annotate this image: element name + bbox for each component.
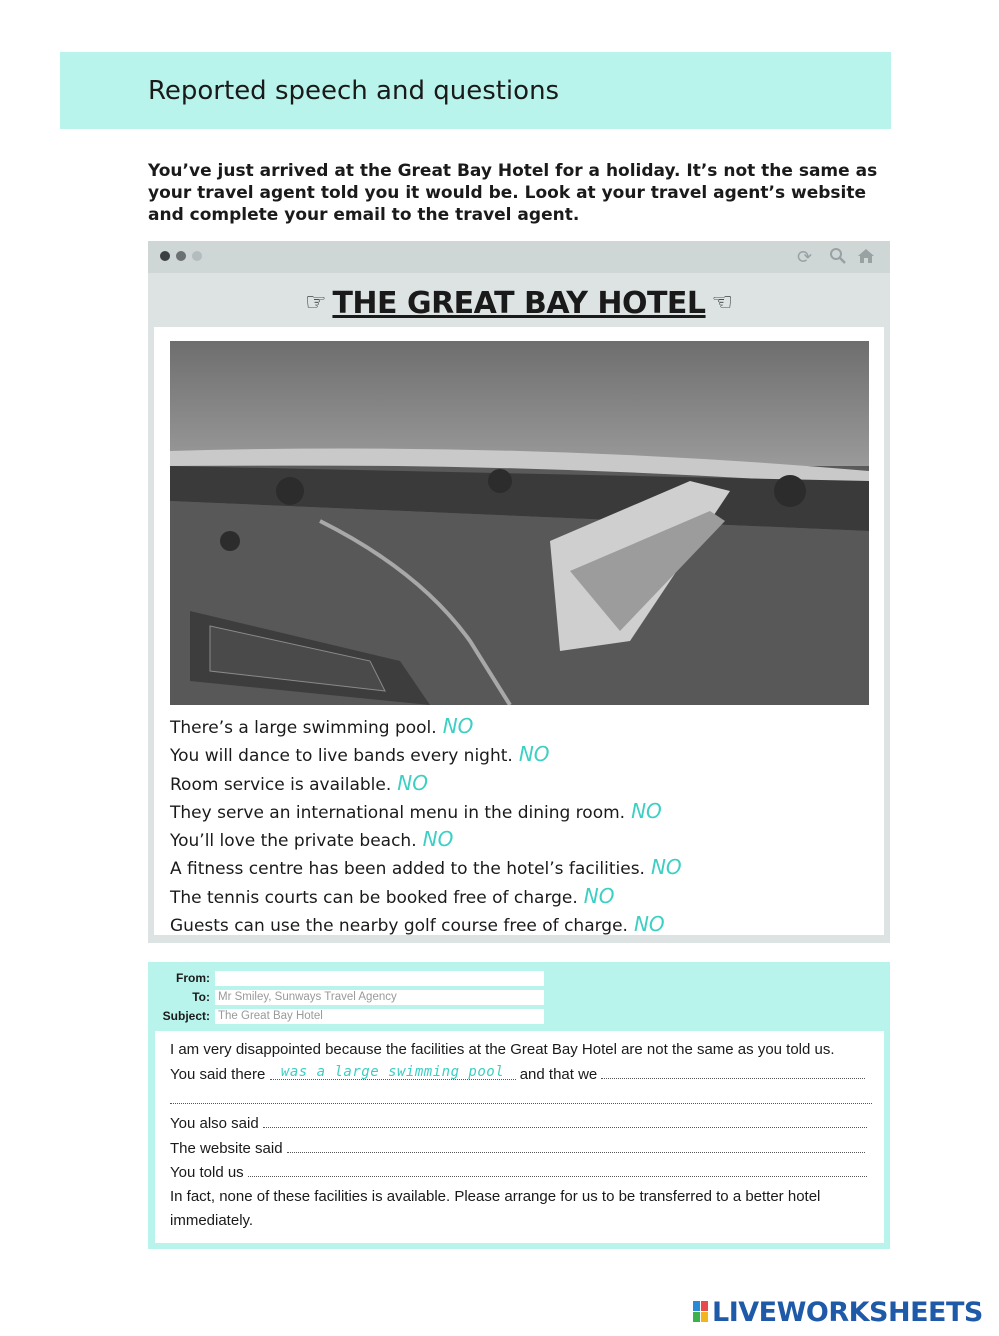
fact-item: The tennis courts can be booked free of charge. NO: [170, 883, 615, 908]
email-line: You said there was a large swimming pool and that we: [170, 1062, 865, 1088]
answer-blank[interactable]: [263, 1111, 867, 1128]
answer-blank[interactable]: [170, 1087, 872, 1104]
answer-blank[interactable]: [270, 1063, 516, 1080]
email-line: I am very disappointed because the facilities at the Great Bay Hotel are not the same as you told us.: [170, 1041, 835, 1058]
window-dot-icon: [160, 251, 170, 261]
hotel-aerial-photo: [170, 341, 869, 705]
facts-list: [170, 713, 682, 939]
fact-item: Room service is available. NO: [170, 770, 428, 795]
answer-input[interactable]: NO: [442, 714, 474, 738]
fact-item: You’ll love the private beach. NO: [170, 827, 454, 852]
to-field[interactable]: Mr Smiley, Sunways Travel Agency: [215, 990, 544, 1005]
email-form: [148, 962, 890, 1249]
header-band: [60, 52, 891, 129]
fact-item: Guests can use the nearby golf course free of charge. NO: [170, 912, 665, 937]
subject-label: Subject:: [162, 1009, 210, 1023]
email-line: In fact, none of these facilities is available. Please arrange for us to be transferred to a better hotel: [170, 1188, 821, 1205]
answer-input[interactable]: NO: [650, 855, 682, 880]
from-label: From:: [176, 971, 210, 985]
page-title: Reported speech and questions: [148, 76, 560, 106]
fact-item: You will dance to live bands every night. NO: [170, 742, 550, 767]
browser-content: [154, 327, 884, 935]
pointing-hand-right-icon: ☞: [304, 288, 327, 316]
answer-blank[interactable]: [248, 1160, 867, 1177]
from-field[interactable]: [215, 971, 544, 986]
search-icon[interactable]: [829, 247, 847, 270]
fact-item: There’s a large swimming pool. NO: [170, 714, 474, 738]
answer-input[interactable]: NO: [631, 798, 662, 823]
window-dot-icon: [192, 251, 202, 261]
fact-item: They serve an international menu in the dining room. NO: [170, 798, 662, 823]
email-body: [155, 1031, 884, 1243]
fact-item: A fitness centre has been added to the hotel’s facilities. NO: [170, 855, 682, 880]
browser-window: [148, 241, 890, 943]
liveworksheets-logo[interactable]: LIVEWORKSHEETS: [693, 1297, 983, 1328]
hotel-title-strip: [148, 277, 890, 327]
answer-blank[interactable]: [601, 1062, 865, 1079]
logo-icon: [693, 1301, 709, 1323]
email-line: The website said: [170, 1136, 865, 1162]
email-line: immediately.: [170, 1212, 254, 1229]
answer-input[interactable]: NO: [583, 883, 615, 908]
answer-blank[interactable]: [287, 1136, 865, 1153]
email-line: You told us: [170, 1160, 867, 1186]
window-dot-icon: [176, 251, 186, 261]
reload-icon[interactable]: ⟳: [797, 247, 813, 267]
email-line: [170, 1087, 872, 1113]
instructions-text: You’ve just arrived at the Great Bay Hotel for a holiday. It’s not the same as your travel agent told you it would be. Look at your travel agent’s website and complete your email to the travel agent.: [148, 161, 878, 225]
subject-field[interactable]: The Great Bay Hotel: [215, 1009, 544, 1024]
email-line: You also said: [170, 1111, 867, 1137]
hotel-title: THE GREAT BAY HOTEL: [332, 286, 706, 321]
answer-input[interactable]: NO: [633, 912, 665, 937]
to-label: To:: [192, 990, 210, 1004]
answer-input[interactable]: NO: [422, 827, 454, 852]
answer-input[interactable]: NO: [397, 770, 428, 795]
handwritten-answer: was a large swimming pool: [280, 1064, 505, 1080]
pointing-hand-left-icon: ☜: [711, 288, 734, 316]
browser-toolbar: [148, 241, 890, 273]
home-icon[interactable]: [857, 247, 875, 270]
answer-input[interactable]: NO: [518, 742, 550, 767]
